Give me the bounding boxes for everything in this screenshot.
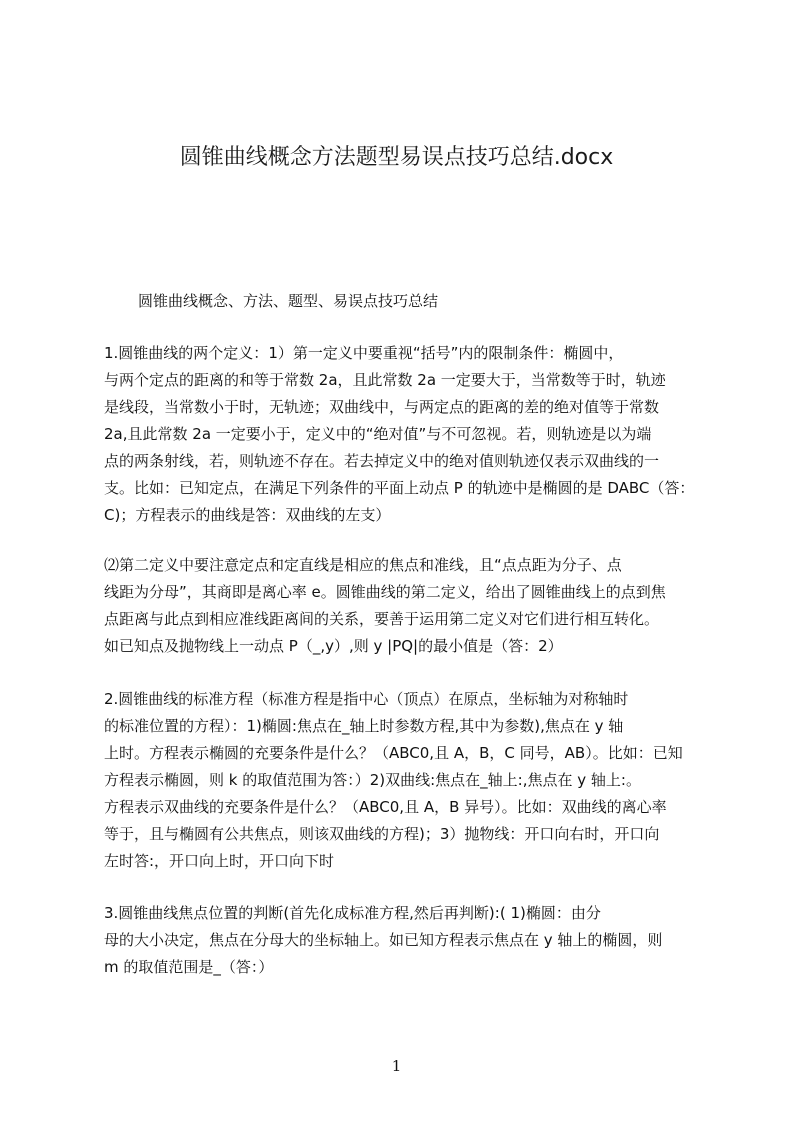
document-subtitle: 圆锥曲线概念、方法、题型、易误点技巧总结 [138, 292, 439, 310]
text-line: m 的取值范围是_（答：） [104, 958, 274, 976]
text-line: 2.圆锥曲线的标准方程（标准方程是指中心（顶点）在原点，坐标轴为对称轴时 [104, 690, 629, 708]
text-line: 线距为分母”，其商即是离心率 e。圆锥曲线的第二定义，给出了圆锥曲线上的点到焦 [104, 583, 666, 601]
text-line: 等于，且与椭圆有公共焦点，则该双曲线的方程)；3）抛物线：开口向右时，开口向 [104, 825, 660, 843]
text-line: 支。比如：已知定点，在满足下列条件的平面上动点 P 的轨迹中是椭圆的是 DABC（答： [104, 479, 695, 497]
text-line: 左时答:，开口向上时，开口向下时 [104, 852, 335, 870]
text-line: 方程表示椭圆，则 k 的取值范围为答：）2)双曲线:焦点在_轴上:,焦点在 y 轴上:。 [104, 771, 641, 789]
paragraph-standard-equations [104, 686, 701, 875]
text-line: 方程表示双曲线的充要条件是什么？（ABC0,且 A，B 异号）。比如：双曲线的离心率 [104, 798, 667, 816]
text-line: 1.圆锥曲线的两个定义：1）第一定义中要重视“括号”内的限制条件：椭圆中， [104, 344, 624, 362]
page-number: 1 [391, 1057, 402, 1075]
text-line: 如已知点及抛物线上一动点 P（_,y）,则 y |PQ|的最小值是（答：2） [104, 637, 563, 655]
text-line: ⑵第二定义中要注意定点和定直线是相应的焦点和准线，且“点点距为分子、点 [104, 556, 622, 574]
paragraph-second-definition [104, 552, 701, 660]
paragraph-definitions [104, 340, 701, 529]
text-line: C)；方程表示的曲线是答：双曲线的左支） [104, 506, 391, 524]
text-line: 母的大小决定，焦点在分母大的坐标轴上。如已知方程表示焦点在 y 轴上的椭圆，则 [104, 931, 663, 949]
text-line: 2a,且此常数 2a 一定要小于，定义中的“绝对值”与不可忽视。若，则轨迹是以为端 [104, 425, 652, 443]
text-line: 是线段，当常数小于时，无轨迹；双曲线中，与两定点的距离的差的绝对值等于常数 [104, 398, 660, 416]
page-title: 圆锥曲线概念方法题型易误点技巧总结.docx [179, 145, 614, 170]
text-line: 点的两条射线，若，则轨迹不存在。若去掉定义中的绝对值则轨迹仅表示双曲线的一 [104, 452, 660, 470]
text-line: 3.圆锥曲线焦点位置的判断(首先化成标准方程,然后再判断):( 1)椭圆：由分 [104, 904, 601, 922]
text-line: 的标准位置的方程）：1)椭圆:焦点在_轴上时参数方程,其中为参数),焦点在 y 轴 [104, 717, 624, 735]
paragraph-focus-position [104, 900, 701, 981]
text-line: 点距离与此点到相应准线距离间的关系，要善于运用第二定义对它们进行相互转化。 [104, 610, 660, 628]
text-line: 上时。方程表示椭圆的充要条件是什么？（ABC0,且 A，B，C 同号，AB）。比如：已知 [104, 744, 683, 762]
text-line: 与两个定点的距离的和等于常数 2a，且此常数 2a 一定要大于，当常数等于时，轨迹 [104, 371, 666, 389]
